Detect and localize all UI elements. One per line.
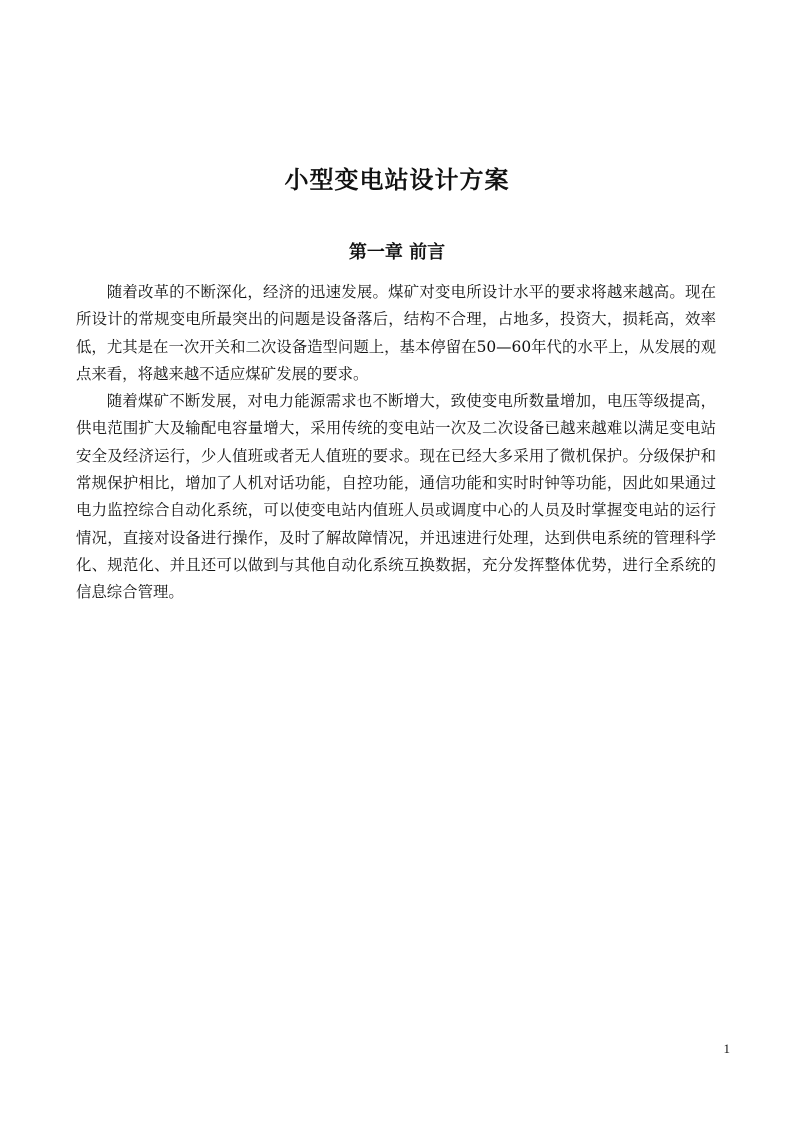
document-body	[76, 279, 716, 607]
document-title: 小型变电站设计方案	[284, 165, 510, 194]
paragraph-1: 随着改革的不断深化，经济的迅速发展。煤矿对变电所设计水平的要求将越来越高。现在所设计的常规变电所最突出的问题是设备落后，结构不合理，占地多，投资大，损耗高，效率低，尤其是在一次开关和二次设备造型问题上，基本停留在50—60年代的水平上，从发展的观点来看，将越来越不适应煤矿发展的要求。	[76, 283, 716, 383]
page-number: 1	[723, 1041, 730, 1056]
paragraph-2: 随着煤矿不断发展，对电力能源需求也不断增大，致使变电所数量增加，电压等级提高，供电范围扩大及输配电容量增大，采用传统的变电站一次及二次设备已越来越难以满足变电站安全及经济运行，少人值班或者无人值班的要求。现在已经大多采用了微机保护。分级保护和常规保护相比，增加了人机对话功能，自控功能，通信功能和实时时钟等功能，因此如果通过电力监控综合自动化系统，可以使变电站内值班人员或调度中心的人员及时掌握变电站的运行情况，直接对设备进行操作，及时了解故障情况，并迅速进行处理，达到供电系统的管理科学化、规范化、并且还可以做到与其他自动化系统互换数据，充分发挥整体优势，进行全系统的信息综合管理。	[76, 392, 716, 602]
chapter-heading: 第一章 前言	[348, 242, 446, 263]
